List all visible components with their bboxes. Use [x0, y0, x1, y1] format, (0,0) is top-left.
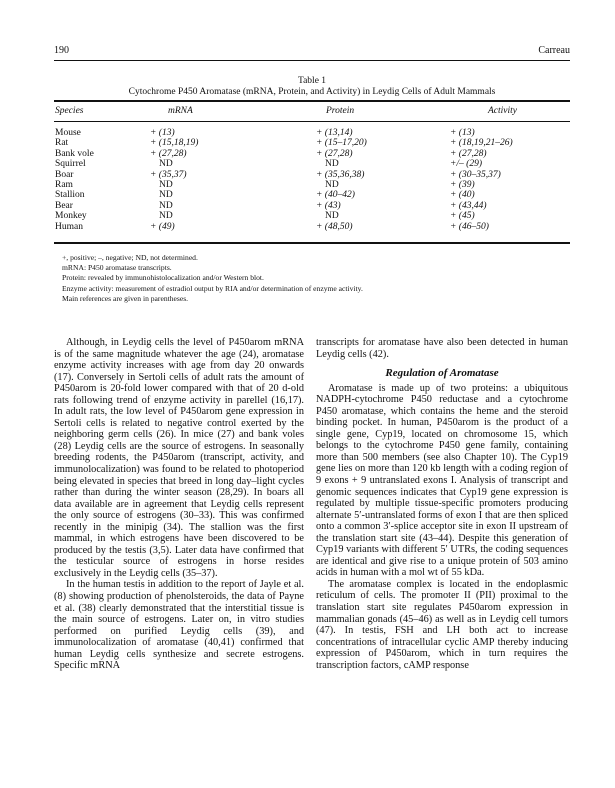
- table-body: [54, 128, 570, 232]
- cell-mrna: + (15,18,19): [150, 138, 199, 149]
- cell-activity: + (27,28): [450, 148, 487, 159]
- table-label: Table 1: [297, 76, 327, 86]
- footnote: Enzyme activity: measurement of estradiol output by RIA and/or determination of enzyme activity.: [62, 283, 363, 293]
- table-row: [54, 128, 570, 138]
- left-column: [54, 337, 304, 672]
- cell-protein: + (40–42): [316, 190, 355, 201]
- footnote: Protein: revealed by immunohistolocalization and/or Western blot.: [62, 273, 264, 283]
- paragraph: In the human testis in addition to the report of Jayle et al. (8) showing production of phenolsteroids, the data of Payne et al. (38) clearly demonstrated that the interstitial tissue is the main source of estrogens. Later on, in vitro studies performed on purified Leydig cells (39), and immunolocalization of aromatase (40,41) confirmed that human Leydig cells synthesize and secrete estrogens. Specific mRNA: [54, 579, 304, 672]
- cell-activity: + (40): [450, 190, 475, 201]
- cell-species: Human: [55, 221, 83, 232]
- table-row: [54, 211, 570, 221]
- table-row: [54, 201, 570, 211]
- footnote: +, positive; –, negative; ND, not determined.: [62, 253, 198, 262]
- cell-species: Monkey: [55, 211, 87, 222]
- cell-mrna: + (13): [150, 128, 175, 138]
- cell-species: Stallion: [55, 190, 85, 201]
- cell-mrna: ND: [159, 190, 173, 201]
- col-header-mrna: mRNA: [168, 106, 193, 116]
- cell-mrna: ND: [159, 200, 173, 211]
- table-header-rule: [54, 121, 570, 122]
- cell-species: Bank vole: [55, 148, 94, 159]
- cell-species: Rat: [55, 138, 69, 149]
- cell-protein: + (27,28): [316, 148, 353, 159]
- table-row: [54, 190, 570, 200]
- footnote: Main references are given in parentheses.: [62, 293, 189, 303]
- cell-activity: + (30–35,37): [450, 169, 501, 180]
- cell-species: Squirrel: [55, 159, 86, 170]
- cell-activity: + (43,44): [450, 200, 487, 211]
- cell-protein: + (43): [316, 200, 341, 211]
- table-caption: [54, 76, 570, 98]
- cell-protein: + (15–17,20): [316, 138, 367, 149]
- col-header-protein: Protein: [326, 106, 355, 116]
- page-number: 190: [54, 45, 69, 56]
- col-header-activity: Activity: [488, 106, 518, 116]
- cell-activity: + (39): [450, 179, 475, 190]
- cell-activity: + (18,19,21–26): [450, 138, 513, 149]
- cell-mrna: ND: [159, 211, 173, 222]
- table-bottom-rule: [54, 242, 570, 244]
- running-author: Carreau: [538, 45, 570, 56]
- table-row: [54, 149, 570, 159]
- col-header-species: Species: [55, 106, 84, 116]
- cell-activity: + (13): [450, 128, 475, 138]
- table-row: [54, 222, 570, 232]
- paragraph: Aromatase is made up of two proteins: a ubiquitous NADPH-cytochrome P450 reductase and a cytochrome P450 aromatase, which contains the heme and the steroid binding pocket. In human, P450arom is the product of a single gene, Cyp19, located on chromosome 15, which belongs to the cytochrome P450 gene family, containing more than 500 members (see also Chapter 10). The Cyp19 gene lies on more than 120 kb length with a coding region of 9 exons + 9 untranslated exons I. Analysis of transcript and genomic sequences indicates that Cyp19 gene expression is regulated by multiple tissue-specific promoters producing alternate 5′-untranslated forms of exon I that are then spliced onto a common 3′-splice acceptor site in exon II upstream of the translation start site (43–44). Despite this generation of Cyp19 variants with different 5′ UTRs, the coding sequences are identical and give rise to a unique protein of 503 amino acids in human with a mol wt of 55 kDa.: [316, 382, 568, 579]
- cell-activity: + (46–50): [450, 221, 489, 232]
- cell-protein: + (13,14): [316, 128, 353, 138]
- cell-species: Ram: [55, 179, 73, 190]
- cell-activity: + (45): [450, 211, 475, 222]
- footnote: mRNA: P450 aromatase transcripts.: [62, 263, 172, 273]
- cell-protein: ND: [325, 211, 339, 222]
- cell-species: Bear: [55, 200, 73, 211]
- cell-species: Boar: [55, 169, 74, 180]
- table-title: Cytochrome P450 Aromatase (mRNA, Protein, and Activity) in Leydig Cells of Adult Mammals: [128, 87, 496, 97]
- cell-mrna: + (35,37): [150, 169, 187, 180]
- header-rule: [54, 60, 570, 61]
- cell-protein: + (35,36,38): [316, 169, 365, 180]
- right-column: [316, 337, 568, 671]
- table-row: [54, 159, 570, 169]
- table-row: [54, 138, 570, 148]
- cell-mrna: ND: [159, 179, 173, 190]
- cell-protein: ND: [325, 159, 339, 170]
- table-row: [54, 180, 570, 190]
- table-footnotes: [62, 253, 363, 304]
- cell-protein: ND: [325, 179, 339, 190]
- paragraph: The aromatase complex is located in the endoplasmic reticulum of cells. The promoter II (PII) proximal to the translation start site regulates P450arom expression in mammalian gonads (45–46) as well as in Leydig cell tumors (47). In testis, FSH and LH both act to increase concentrations of intracellular cyclic AMP thereby inducing expression of P450arom, which in turn requires the transcription factors, cAMP response: [316, 578, 568, 671]
- table-row: [54, 170, 570, 180]
- cell-mrna: + (27,28): [150, 148, 187, 159]
- paragraph: transcripts for aromatase have also been detected in human Leydig cells (42).: [316, 337, 568, 360]
- section-heading: Regulation of Aromatase: [385, 367, 499, 380]
- cell-species: Mouse: [55, 128, 81, 138]
- paragraph: Although, in Leydig cells the level of P450arom mRNA is of the same magnitude whatever the age (24), aromatase enzyme activity increases with age from day 20 onwards (17). Conversely in Sertoli cells of adult rats the amount of P450arom is 20-fold lower compared with that of 20 d-old rats following trend of enzyme activity in parellel (16,17). In adult rats, the low level of P450arom gene expression in Sertoli cells is related to negative control exerted by the neighboring germ cells (26). In mice (27) and bank voles (28) Leydig cells are the source of estrogens. In seasonally breeding rodents, the P450arom (transcript, activity, and immunolocalization) was found to be related to photoperiod being elevated in species that breed in long day–light cycles rather than during the winter season (28,29). In boars all data available are in agreement that Leydig cells represent the only source of estrogens (30–33). This was confirmed recently in the minipig (34). The stallion was the first mammal, in which estrogens have been discovered to be produced by the testis (3,5). Later data have confirmed that the testicular source of estrogens in horse resides exclusively in the Leydig cells (35–37).: [54, 337, 304, 579]
- cell-mrna: + (49): [150, 221, 175, 232]
- cell-activity: +/– (29): [450, 159, 483, 170]
- cell-protein: + (48,50): [316, 221, 353, 232]
- table-top-rule: [54, 100, 570, 102]
- cell-mrna: ND: [159, 159, 173, 170]
